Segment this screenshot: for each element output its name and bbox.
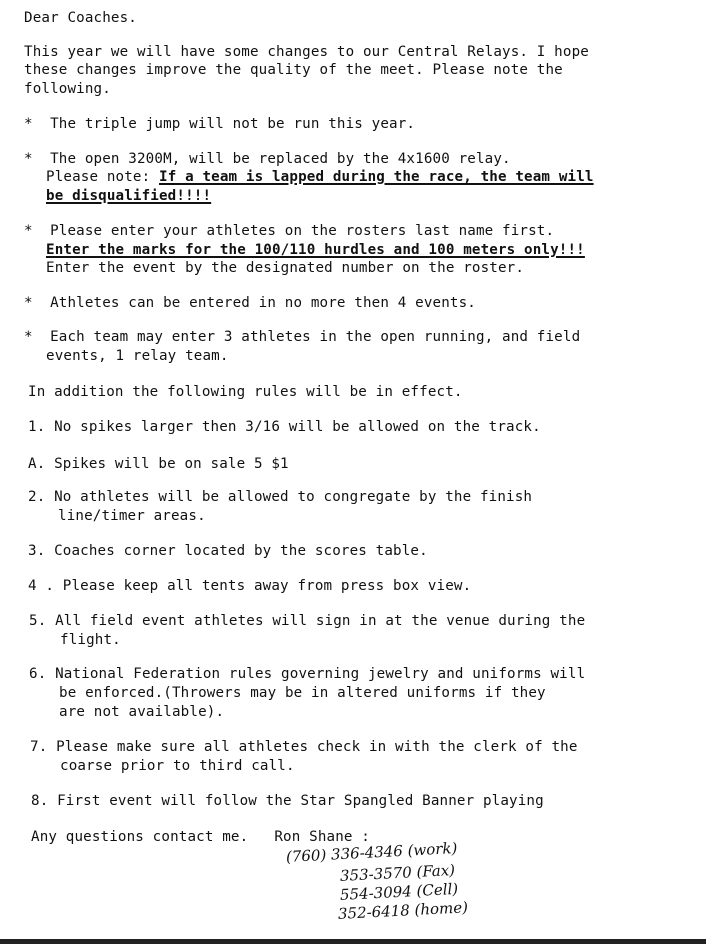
greeting: Dear Coaches. [24,10,137,26]
rule-6-line-1: 6. National Federation rules governing jewelry and uniforms will [29,666,586,682]
bullet-roster-line-1: * Please enter your athletes on the rosters last name first. [24,223,555,239]
contact-line: Any questions contact me. Ron Shane : [31,829,370,845]
please-note-label: Please note: [46,169,159,185]
page-bottom-edge [0,939,706,944]
bullet-triple-jump: * The triple jump will not be run this year. [24,116,416,132]
phone-fax: 353-3570 (Fax) [339,860,456,885]
rule-1: 1. No spikes larger then 3/16 will be allowed on the track. [28,419,541,435]
intro-line-3: following. [24,81,111,97]
phone-work: (760) 336-4346 (work) [285,839,458,866]
bullet-roster-line-3: Enter the event by the designated number on the roster. [46,260,525,276]
rule-a: A. Spikes will be on sale 5 $1 [28,456,289,472]
disqualified-warning: be disqualified!!!! [46,188,212,204]
rule-2-line-1: 2. No athletes will be allowed to congregate by the finish [28,489,533,505]
bullet-team-line-2: events, 1 relay team. [46,348,229,364]
intro-line-1: This year we will have some changes to our Central Relays. I hope [24,44,589,60]
phone-home: 352-6418 (home) [337,898,469,923]
bullet-team-line-1: * Each team may enter 3 athletes in the open running, and field [24,329,581,345]
rule-2-line-2: line/timer areas. [58,508,206,524]
rule-7-line-1: 7. Please make sure all athletes check in with the clerk of the [30,739,578,755]
bullet-event-limit: * Athletes can be entered in no more then 4 events. [24,295,476,311]
phone-cell: 554-3094 (Cell) [339,879,459,904]
bullet-3200-line-2 [46,168,594,186]
rule-3: 3. Coaches corner located by the scores table. [28,543,428,559]
rule-7-line-2: coarse prior to third call. [60,758,295,774]
addition-heading: In addition the following rules will be in effect. [28,384,463,400]
marks-warning: Enter the marks for the 100/110 hurdles and 100 meters only!!! [46,242,585,258]
rule-8: 8. First event will follow the Star Spangled Banner playing [31,793,544,809]
rule-6-line-2: be enforced.(Throwers may be in altered uniforms if they [59,685,546,701]
rule-5-line-1: 5. All field event athletes will sign in at the venue during the [29,613,586,629]
rule-4: 4 . Please keep all tents away from press box view. [28,578,472,594]
lapped-warning: If a team is lapped during the race, the team will [159,169,594,185]
bullet-3200-line-1: * The open 3200M, will be replaced by the 4x1600 relay. [24,151,511,167]
rule-5-line-2: flight. [60,632,121,648]
intro-line-2: these changes improve the quality of the meet. Please note the [24,62,563,78]
rule-6-line-3: are not available). [59,704,225,720]
